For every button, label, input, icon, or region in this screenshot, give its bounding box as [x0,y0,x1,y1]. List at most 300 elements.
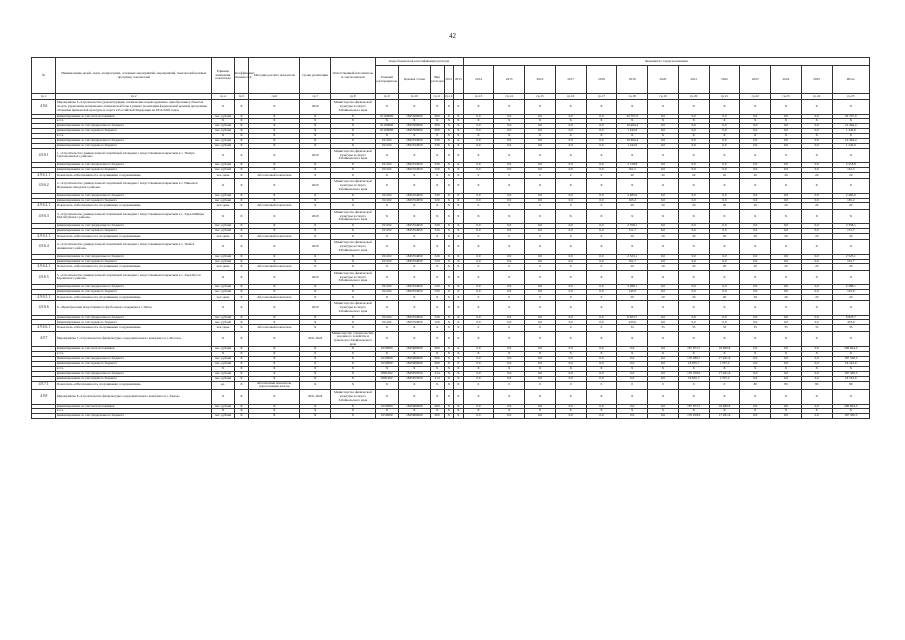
row-year-value: 0 [525,203,556,209]
row-year-value: 187 875,5 [678,347,709,352]
row-year-value: 0,0 [709,254,740,259]
row-year-value: 0,0 [709,193,740,198]
row-year-value: X [463,270,494,285]
row-term: X [300,124,331,129]
row-year-value: X [801,270,832,285]
row-year-value: X [525,409,556,414]
row-year-value: 0 [494,264,525,270]
row-executor: X [331,124,376,129]
row-year-value: X [709,100,740,115]
row-year-value: 0,0 [494,129,525,134]
column-number: гр.13 [463,94,494,100]
row-total: 2 523,1 [832,254,869,259]
row-term: X [300,233,331,239]
row-kbk: 0581202 [375,371,398,376]
row-year-value: X [740,390,771,405]
row-year-value: X [555,119,586,124]
row-year-value: 0,0 [494,320,525,325]
row-kbk: X [430,381,444,389]
row-year-value: 0,0 [555,259,586,264]
row-number [32,414,56,419]
row-coef: X [234,414,249,419]
row-method: X [249,331,300,347]
row-year-value: 0,0 [740,362,771,367]
row-year-value: 0,0 [586,290,617,295]
row-year-value: 1 242,6 [617,129,648,134]
row-unit: X [212,179,234,194]
row-year-value: 0,0 [801,143,832,148]
column-number: гр.2 [56,94,212,100]
row-year-value: 0,0 [709,138,740,143]
row-method: X [249,143,300,148]
row-name: финансирование за счет федерального бюджета [56,315,212,320]
row-term: X [300,409,331,414]
row-year-value: 0,0 [648,347,679,352]
row-year-value: 20 [617,294,648,300]
row-year-value: X [494,390,525,405]
row-coef: X [234,168,249,173]
row-year-value: 20 [801,203,832,209]
row-year-value: X [740,301,771,316]
row-method: X [249,357,300,362]
row-year-value: 0,0 [709,198,740,203]
row-year-value: 0 [555,325,586,331]
row-kbk: X [454,138,464,143]
row-year-value: 0 [555,264,586,270]
row-kbk: X [444,290,454,295]
row-total: X [832,331,869,347]
row-unit: тыс. рублей [212,376,234,381]
row-year-value: X [648,409,679,414]
row-name: 1. «Строительство универсальной спортивной площадки с искусственным покрытием в с. Ушмун Тунгокоченского района» [56,148,212,163]
header-term: Сроки реализации [300,58,331,94]
row-year-value: X [494,301,525,316]
row-year-value: 2 485,6 [617,193,648,198]
row-kbk: X [430,264,444,270]
row-kbk: X [444,264,454,270]
row-kbk: X [444,259,454,264]
row-kbk: X [444,320,454,325]
row-year-value: 0,0 [771,193,802,198]
row-year-value: 0,0 [801,138,832,143]
row-kbk: X [454,233,464,239]
row-kbk: X [454,362,464,367]
row-year-value: X [525,148,556,163]
row-year-value: 80 [801,381,832,389]
row-year-value: 0,0 [801,414,832,419]
row-executor: X [331,119,376,124]
header-executor: Ответственный исполнитель и соисполнители [331,58,376,94]
row-year-value: 0,0 [801,357,832,362]
row-year-value: 35 [771,325,802,331]
row-term: X [300,376,331,381]
column-number: гр.18 [617,94,648,100]
row-year-value: X [678,331,709,347]
row-year-value: X [740,100,771,115]
row-year-value: 0,0 [771,357,802,362]
column-number: гр.22 [740,94,771,100]
row-year-value: 161,5 [617,168,648,173]
row-year-value: 0,0 [463,290,494,295]
row-year-value: X [709,240,740,255]
row-year-value: 0,0 [555,193,586,198]
row-year-value: 0,0 [678,193,709,198]
row-kbk: 011102 [375,254,398,259]
row-year-value: 0 [617,381,648,389]
row-coef: X [234,285,249,290]
row-year-value: 1 242,6 [617,143,648,148]
row-kbk: X [444,352,454,357]
row-kbk: X [375,264,398,270]
row-total: 187 548,3 [832,357,869,362]
row-kbk: 520 [430,315,444,320]
row-coef: X [234,124,249,129]
row-kbk: X [398,325,430,331]
header-year: 2024 [771,66,802,94]
row-year-value: 0,0 [586,138,617,143]
row-kbk: 520 [430,259,444,264]
row-year-value: 2 358,1 [617,224,648,229]
row-year-value: 0,0 [709,315,740,320]
row-year-value: 0,0 [740,224,771,229]
row-year-value: X [709,134,740,139]
row-executor: X [331,294,376,300]
row-total: X [832,134,869,139]
row-year-value: 0,0 [709,129,740,134]
row-year-value: 0,0 [709,229,740,234]
row-year-value: 0 [463,325,494,331]
row-name: 6. «Приобретение искусственного футбольного покрытия в г. Чита» [56,301,212,316]
row-kbk: X [375,352,398,357]
row-year-value: 0,0 [525,198,556,203]
row-year-value: X [771,148,802,163]
row-year-value: 20 707,0 [617,114,648,119]
row-year-value: 0,0 [771,362,802,367]
row-year-value: X [586,209,617,224]
row-kbk: X [454,347,464,352]
row-year-value: 0,0 [801,229,832,234]
row-year-value: 20 [771,264,802,270]
row-year-value: 20 [617,264,648,270]
row-kbk: 000 [430,347,444,352]
row-year-value: 0,0 [801,290,832,295]
row-year-value: 0,0 [617,362,648,367]
row-year-value: 0,0 [525,404,556,409]
row-year-value: X [648,134,679,139]
row-year-value: 20 [678,173,709,179]
row-year-value: 0,0 [494,285,525,290]
row-year-value: X [678,270,709,285]
column-number: гр.17 [586,94,617,100]
row-year-value: 0,0 [525,129,556,134]
row-year-value: 170 286,7 [678,357,709,362]
row-name: финансирование за счет краевого бюджета [56,259,212,264]
row-unit: чел./день [212,264,234,270]
row-year-value: 0,0 [709,163,740,168]
row-name: Показатель «Обеспеченность спортивными сооружениями» [56,203,212,209]
row-number: 4.9.6.4.1 [32,264,56,270]
row-kbk: X [375,148,398,163]
row-year-value: 0,0 [648,124,679,129]
row-name: 2. «Строительство универсальной спортивной площадки с искусственным покрытием в с. Никольск Нерчинско-Заводского района» [56,179,212,194]
row-year-value: 0 [494,294,525,300]
row-kbk: X [430,294,444,300]
row-year-value: 0,0 [586,376,617,381]
row-year-value: 18 969,8 [709,347,740,352]
row-year-value: X [617,270,648,285]
row-year-value: 0,0 [648,357,679,362]
row-year-value: 20 [740,203,771,209]
row-year-value: X [617,179,648,194]
row-year-value: 0,0 [586,404,617,409]
row-year-value: 0 [525,294,556,300]
row-year-value: 0,0 [801,224,832,229]
row-year-value: 0,0 [555,129,586,134]
row-year-value: X [525,134,556,139]
row-year-value: 0,0 [740,124,771,129]
header-unit: Единица измерения показателя [212,58,234,94]
row-executor: X [331,203,376,209]
row-year-value: 0,0 [648,371,679,376]
row-kbk: X [430,352,444,357]
row-year-value: 20 [771,233,802,239]
row-kbk: X [454,143,464,148]
row-name: Показатель «Обеспеченность спортивными сооружениями» [56,381,212,389]
row-total: 80 [832,381,869,389]
row-kbk: X [444,224,454,229]
row-year-value: 0,0 [709,168,740,173]
row-year-value: 0,0 [801,376,832,381]
row-year-value: X [555,209,586,224]
row-year-value: 0,0 [586,229,617,234]
column-number: гр.8 [331,94,376,100]
row-year-value: 0,0 [586,254,617,259]
row-year-value: 0 [555,203,586,209]
header-year: 2020 [648,66,679,94]
row-year-value: 20 [771,294,802,300]
row-year-value: X [617,119,648,124]
row-kbk: X [430,119,444,124]
row-method: X [249,270,300,285]
row-year-value: 0,0 [494,290,525,295]
row-total: 20 707,0 [832,114,869,119]
header-years-group: Значения по годам реализации [463,58,869,66]
row-kbk: 011102 [375,259,398,264]
row-year-value: X [740,366,771,371]
row-kbk: X [454,179,464,194]
row-term: X [300,325,331,331]
row-total: 187 500,5 [832,414,869,419]
row-year-value: 0,0 [586,414,617,419]
row-year-value: 0 [494,325,525,331]
row-year-value: 0,0 [494,198,525,203]
row-executor: X [331,134,376,139]
row-year-value: X [494,209,525,224]
row-kbk: X [430,366,444,371]
row-year-value: X [463,209,494,224]
row-kbk: X [454,409,464,414]
row-kbk: 011102 [375,138,398,143]
row-year-value: 0,0 [740,315,771,320]
row-name: финансирование за счет федерального бюджета [56,193,212,198]
row-kbk: X [454,124,464,129]
row-year-value: 0,0 [678,315,709,320]
row-unit: тыс. рублей [212,138,234,143]
row-year-value: 0,0 [648,285,679,290]
row-kbk: 1845554950 [398,193,430,198]
row-year-value: 0,0 [555,347,586,352]
row-executor: X [331,285,376,290]
row-year-value: 0,0 [494,414,525,419]
row-year-value: 0,0 [463,404,494,409]
row-year-value: 0,0 [678,224,709,229]
row-kbk: X [375,409,398,414]
row-year-value: 20 [801,264,832,270]
row-kbk: X [398,173,430,179]
row-year-value: 0,0 [771,376,802,381]
row-year-value: X [555,352,586,357]
row-method: X [249,404,300,409]
row-year-value: 2 523,1 [617,254,648,259]
row-year-value: 0,0 [801,163,832,168]
row-kbk: X [444,114,454,119]
table-row [32,270,870,285]
row-kbk: X [398,301,430,316]
row-kbk: X [444,240,454,255]
row-coef: X [234,163,249,168]
row-year-value: 0,0 [771,404,802,409]
row-year-value: 0,0 [555,163,586,168]
row-total: 20 [832,173,869,179]
row-year-value: X [648,390,679,405]
row-kbk: 0150000 [375,357,398,362]
row-name: финансирование за счет федерального бюджета [56,357,212,362]
row-total: 2 518,8 [832,163,869,168]
row-executor: X [331,193,376,198]
row-kbk: X [444,193,454,198]
row-name: 3. «Строительство универсальной спортивной площадки с искусственным покрытием в с. Хара-Шибирь Могойтуйского района» [56,209,212,224]
row-kbk: 011102 [375,163,398,168]
row-executor: X [331,376,376,381]
row-year-value: 20 [678,294,709,300]
row-year-value: X [801,119,832,124]
row-name: финансирование за счет федерального бюджета [56,224,212,229]
row-name: в т.ч. [56,119,212,124]
row-year-value: X [586,409,617,414]
row-year-value: 0,0 [494,362,525,367]
row-year-value: 0 [463,381,494,389]
row-coef: X [234,193,249,198]
header-year: 2023 [740,66,771,94]
row-kbk: 1845955950 [398,371,430,376]
row-year-value: 0,0 [555,285,586,290]
row-kbk: 000 [430,114,444,119]
row-year-value: X [555,134,586,139]
row-kbk: 1845554950 [398,320,430,325]
row-year-value: 0,0 [678,259,709,264]
row-unit: тыс. рублей [212,124,234,129]
row-kbk: X [444,254,454,259]
row-year-value: X [586,179,617,194]
row-total: 151,7 [832,229,869,234]
row-method: X [249,168,300,173]
row-year-value: X [801,209,832,224]
row-kbk: 01100000 [375,129,398,134]
row-term: X [300,290,331,295]
row-year-value: 165,2 [617,198,648,203]
row-kbk: X [454,331,464,347]
row-year-value: X [678,240,709,255]
row-kbk: X [444,173,454,179]
row-year-value: 35 [617,325,648,331]
row-year-value: X [494,240,525,255]
row-kbk: X [454,414,464,419]
row-term: X [300,203,331,209]
row-year-value: X [740,352,771,357]
row-coef: X [234,376,249,381]
row-method: X [249,371,300,376]
row-kbk: X [444,404,454,409]
row-total: 19 464,4 [832,138,869,143]
row-unit: тыс. рублей [212,357,234,362]
row-term: 2020 [300,270,331,285]
row-kbk: 0150000 [375,404,398,409]
row-executor: X [331,381,376,389]
row-method: X [249,301,300,316]
row-kbk: X [444,179,454,194]
table-row [32,390,870,405]
row-year-value: 0,0 [617,404,648,409]
row-method: X [249,129,300,134]
row-year-value: 0,0 [463,371,494,376]
row-unit: X [212,390,234,405]
row-kbk: 0581202 [375,376,398,381]
row-year-value: 0,0 [525,138,556,143]
row-total: X [832,270,869,285]
row-year-value: 80 [740,381,771,389]
row-year-value: X [586,240,617,255]
row-kbk: X [444,168,454,173]
row-kbk: X [375,209,398,224]
row-kbk: 011102 [375,198,398,203]
row-executor: Министерство физической культуры и спорта Забайкальского края [331,390,376,405]
row-year-value: 0,0 [463,114,494,119]
header-total: Итого [832,66,869,94]
row-term: 2020 [300,100,331,115]
row-year-value: 0,0 [678,290,709,295]
row-unit: тыс. рублей [212,414,234,419]
row-year-value: 6 823,7 [617,315,648,320]
row-year-value: 0,0 [463,143,494,148]
row-method: X [249,259,300,264]
header-num: № [32,58,56,94]
row-coef: X [234,209,249,224]
column-number: гр.19 [648,94,679,100]
row-year-value: X [648,148,679,163]
row-year-value: X [678,409,709,414]
row-kbk: X [398,233,430,239]
row-kbk: X [398,203,430,209]
row-kbk: X [454,148,464,163]
row-executor: X [331,254,376,259]
row-number: 4.9.6.1 [32,148,56,163]
row-coef: X [234,357,249,362]
row-year-value: 0 [586,233,617,239]
row-year-value: X [740,331,771,347]
row-year-value: X [525,366,556,371]
row-year-value: 0,0 [771,347,802,352]
row-year-value: 0,0 [801,254,832,259]
